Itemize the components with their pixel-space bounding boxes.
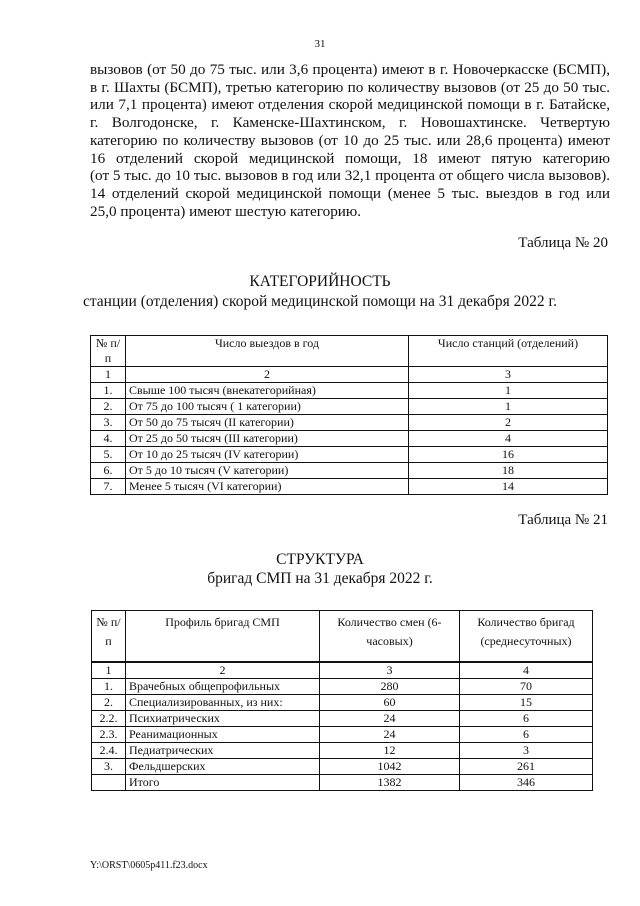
header-cell: Число станций (отделений): [409, 336, 608, 367]
table-cell: 24: [320, 727, 460, 743]
table-cell: 16: [409, 447, 608, 463]
table21-label: Таблица № 21: [518, 512, 608, 528]
table-cell: 6: [460, 727, 593, 743]
table-cell: 2.3.: [92, 727, 126, 743]
paragraph-line: г. Волгодонске, г. Каменске-Шахтинском, г. Новошахтинске. Четвертую: [90, 114, 610, 132]
table-cell: 4.: [91, 431, 126, 447]
page-number: 31: [314, 38, 326, 50]
paragraph-line: вызовов (от 50 до 75 тыс. или 3,6 процента) имеют в г. Новочеркасске (БСМП),: [90, 61, 610, 78]
table-cell: 15: [460, 695, 593, 711]
table-cell: 2.: [92, 695, 126, 711]
paragraph-line: или 7,1 процента) имеют отделения скорой медицинской помощи в г. Батайске,: [90, 96, 610, 114]
table-cell: 7.: [91, 479, 126, 495]
header-cell: Профиль бригад СМП: [126, 611, 320, 663]
column-number: 2: [126, 662, 320, 679]
footer-file-path: Y:\ORST\0605p411.f23.docx: [90, 860, 208, 871]
table-cell: 280: [320, 679, 460, 695]
table-cell: 1.: [91, 383, 126, 399]
table-cell: Педиатрических: [126, 743, 320, 759]
table-cell: 4: [409, 431, 608, 447]
column-number: 4: [460, 662, 593, 679]
paragraph-line: (от 5 тыс. до 10 тыс. вызовов в год или 32,1 процента от общего числа вызовов).: [90, 167, 610, 185]
table-cell: 60: [320, 695, 460, 711]
table-cell: 1382: [320, 775, 460, 791]
table-cell: 2.: [91, 399, 126, 415]
paragraph-line: 25,0 процента) имеют шестую категорию.: [90, 202, 362, 220]
table-cell: 6.: [91, 463, 126, 479]
paragraph-line: 14 отделений скорой медицинской помощи (менее 5 тыс. выездов в год или: [90, 184, 610, 202]
table-cell: 3.: [91, 415, 126, 431]
table-cell: Врачебных общепрофильных: [126, 679, 320, 695]
table-cell: [92, 775, 126, 791]
header-cell: № п/п: [92, 611, 126, 663]
table-row: [91, 383, 608, 399]
paragraph-line: в г. Шахты (БСМП), третью категорию по количеству вызовов (от 25 до 50 тыс.: [90, 78, 610, 96]
table-row: [92, 695, 593, 711]
table-cell: Свыше 100 тысяч (внекатегорийная): [126, 383, 409, 399]
table-cell: 3: [460, 743, 593, 759]
table-row: [91, 447, 608, 463]
table-cell: 261: [460, 759, 593, 775]
table-cell: 18: [409, 463, 608, 479]
table-row: [91, 479, 608, 495]
table-cell: 1: [409, 383, 608, 399]
table-row: [91, 399, 608, 415]
table20-label: Таблица № 20: [518, 235, 608, 251]
header-cell: Количество смен (6-часовых): [320, 611, 460, 663]
header-cell: № п/п: [91, 336, 126, 367]
column-number: 3: [409, 367, 608, 383]
table-cell: Фельдшерских: [126, 759, 320, 775]
table21-structure: [91, 610, 593, 791]
table-row: [92, 679, 593, 695]
column-number: 1: [91, 367, 126, 383]
table-row: [91, 463, 608, 479]
table-cell: 2.2.: [92, 711, 126, 727]
table-row: [92, 743, 593, 759]
header-cell: Число выездов в год: [126, 336, 409, 367]
table-cell: 70: [460, 679, 593, 695]
table-cell: 3.: [92, 759, 126, 775]
table-cell: 14: [409, 479, 608, 495]
paragraph-line: категорию по количеству вызовов (от 10 до 25 тыс. или 28,6 процента) имеют: [90, 131, 610, 149]
table-cell: 1: [409, 399, 608, 415]
table20-categories: [90, 335, 608, 495]
table-cell: 1.: [92, 679, 126, 695]
table-cell: Специализированных, из них:: [126, 695, 320, 711]
table-cell: 24: [320, 711, 460, 727]
table20-title: КАТЕГОРИЙНОСТЬ: [249, 273, 391, 290]
table-row: [91, 415, 608, 431]
paragraph-line: 16 отделений скорой медицинской помощи, 18 имеют пятую категорию: [90, 149, 610, 167]
table-cell: 2: [409, 415, 608, 431]
table-cell: Психиатрических: [126, 711, 320, 727]
table20-subtitle: станции (отделения) скорой медицинской помощи на 31 декабря 2022 г.: [82, 293, 558, 310]
table-cell: Реанимационных: [126, 727, 320, 743]
table-row: [92, 727, 593, 743]
column-number: 1: [92, 662, 126, 679]
header-cell: Количество бригад (среднесуточных): [460, 611, 593, 663]
table-cell: Итого: [126, 775, 320, 791]
table-cell: 5.: [91, 447, 126, 463]
table-cell: От 25 до 50 тысяч (III категории): [126, 431, 409, 447]
table21-subtitle: бригад СМП на 31 декабря 2022 г.: [207, 570, 433, 587]
table-cell: 6: [460, 711, 593, 727]
column-number: 3: [320, 662, 460, 679]
table-cell: От 10 до 25 тысяч (IV категории): [126, 447, 409, 463]
table21-title: СТРУКТУРА: [276, 551, 364, 568]
table-cell: 2.4.: [92, 743, 126, 759]
table-cell: 1042: [320, 759, 460, 775]
table-cell: От 5 до 10 тысяч (V категории): [126, 463, 409, 479]
table-cell: От 50 до 75 тысяч (II категории): [126, 415, 409, 431]
table-row: [92, 775, 593, 791]
table-row: [92, 759, 593, 775]
column-number: 2: [126, 367, 409, 383]
table-row: [92, 711, 593, 727]
table-cell: 12: [320, 743, 460, 759]
table-row: [91, 431, 608, 447]
table-cell: Менее 5 тысяч (VI категории): [126, 479, 409, 495]
body-paragraph: [90, 61, 610, 220]
table-cell: От 75 до 100 тысяч ( 1 категории): [126, 399, 409, 415]
table-cell: 346: [460, 775, 593, 791]
